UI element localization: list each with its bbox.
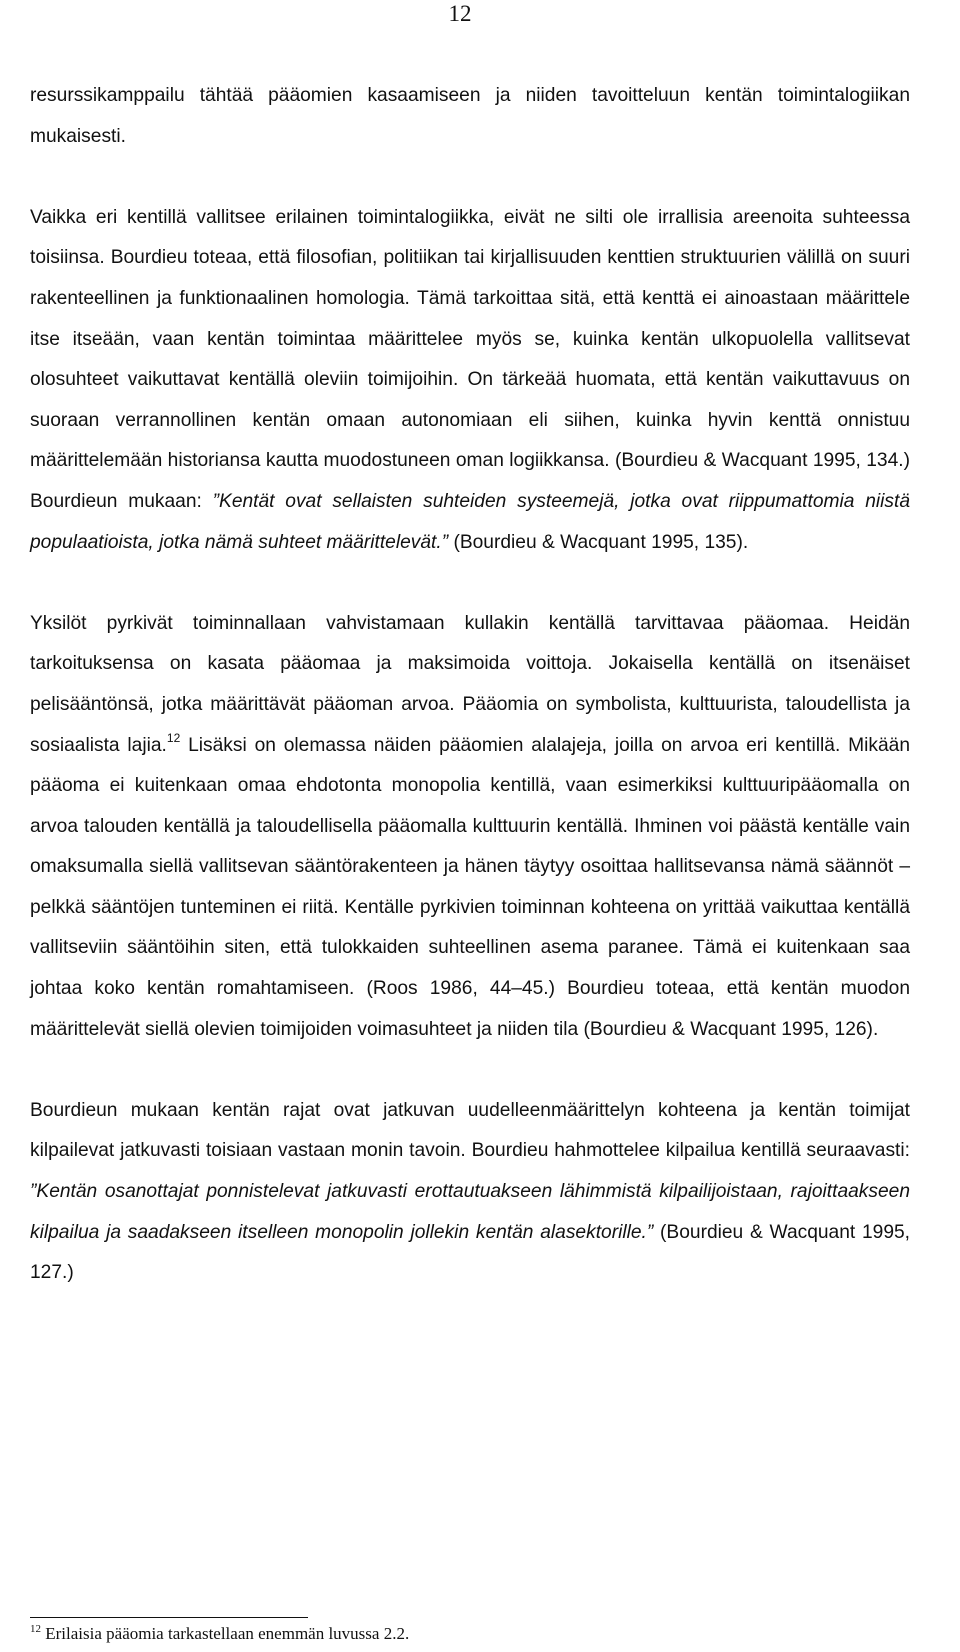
- paragraph-3: [30, 604, 910, 1051]
- paragraph-2-text: Vaikka eri kentillä vallitsee erilainen toimintalogiikka, eivät ne silti ole irrallisia areenoita suhteessa toisiinsa. Bourdieu toteaa, että filosofian, politiikan tai kirjallisuuden kenttien struktuurien välillä on suuri rakenteellinen ja funktionaalinen homologia. Tämä tarkoittaa sitä, että kenttä ei ainoastaan määrittele itse itseään, vaan kentän toimintaa määrittelee myös se, kuinka kentän ulkopuolella vallitsevat olosuhteet vaikuttavat kentällä oleviin toimijoihin. On tärkeää huomata, että kentän vaikuttavuus on suoraan verrannollinen kentän omaan autonomiaan eli siihen, kuinka hyvin kenttä onnistuu määrittelemään historiansa kautta muodostuneen oman logiikkansa. (Bourdieu & Wacquant 1995, 134.) Bourdieun mukaan:: [30, 206, 910, 512]
- paragraph-2-citation: (Bourdieu & Wacquant 1995, 135).: [448, 531, 749, 553]
- paragraph-4-citation: (Bourdieu & Wacquant 1995, 127.): [30, 1221, 910, 1284]
- paragraph-4-text: Bourdieun mukaan kentän rajat ovat jatkuvan uudelleenmäärittelyn kohteena ja kentän toimijat kilpailevat jatkuvasti toisiaan vastaan monin tavoin. Bourdieu hahmottelee kilpailua kentillä seuraavasti:: [30, 1099, 910, 1162]
- paragraph-3-text: Yksilöt pyrkivät toiminnallaan vahvistamaan kullakin kentällä tarvittavaa pääomaa. Heidän tarkoituksensa on kasata pääomaa ja maksimoida voittoja. Jokaisella kentällä on itsenäiset pelisääntönsä, jotka määrittävät pääoman arvoa. Pääomia on symbolista, kulttuurista, taloudellista ja sosiaalista lajia.: [30, 612, 910, 756]
- footnote: [30, 1623, 910, 1645]
- paragraph-2: [30, 198, 910, 563]
- paragraph-2-quote: ”Kentät ovat sellaisten suhteiden systeemejä, jotka ovat riippumattomia niistä populaatioista, jotka nämä suhteet määrittelevät.”: [30, 490, 911, 553]
- footnote-text: Erilaisia pääomia tarkastellaan enemmän luvussa 2.2.: [41, 1624, 410, 1643]
- page-number: 12: [448, 1, 472, 26]
- footnote-separator: [30, 1617, 308, 1618]
- paragraph-3-text-cont: Lisäksi on olemassa näiden pääomien alalajeja, joilla on arvoa eri kentillä. Mikään pääoma ei kuitenkaan omaa ehdotonta monopolia kentillä, vaan esimerkiksi kulttuuripääomalla on arvoa talouden kentällä ja taloudellisella pääomalla kulttuurin kentällä. Ihminen voi päästä kentälle vain omaksumalla siellä vallitsevan sääntörakenteen ja hänen täytyy osoittaa hallitsevansa nämä säännöt – pelkkä sääntöjen tunteminen ei riitä. Kentälle pyrkivien toiminnan kohteena on yrittää vaikuttaa kentällä vallitseviin sääntöihin siten, että tulokkaiden suhteellinen asema paranee. Tämä ei kuitenkaan saa johtaa koko kentän romahtamiseen. (Roos 1986, 44–45.) Bourdieu toteaa, että kentän muodon määrittelevät siellä olevien toimijoiden voimasuhteet ja niiden tila (Bourdieu & Wacquant 1995, 126).: [30, 734, 910, 1040]
- paragraph-4-quote: ”Kentän osanottajat ponnistelevat jatkuvasti erottautuakseen lähimmistä kilpailijoistaan, rajoittaakseen kilpailua ja saadakseen itselleen monopolin jollekin kentän alasektorille.”: [30, 1181, 910, 1243]
- paragraph-4: [30, 1091, 910, 1294]
- body-text: [30, 76, 910, 1334]
- footnote-number: 12: [30, 1623, 41, 1635]
- paragraph-1: [30, 76, 910, 157]
- paragraph-1-text: resurssikamppailu tähtää pääomien kasaamiseen ja niiden tavoitteluun kentän toimintalogiikan mukaisesti.: [30, 85, 910, 147]
- footnote-reference: 12: [166, 730, 181, 745]
